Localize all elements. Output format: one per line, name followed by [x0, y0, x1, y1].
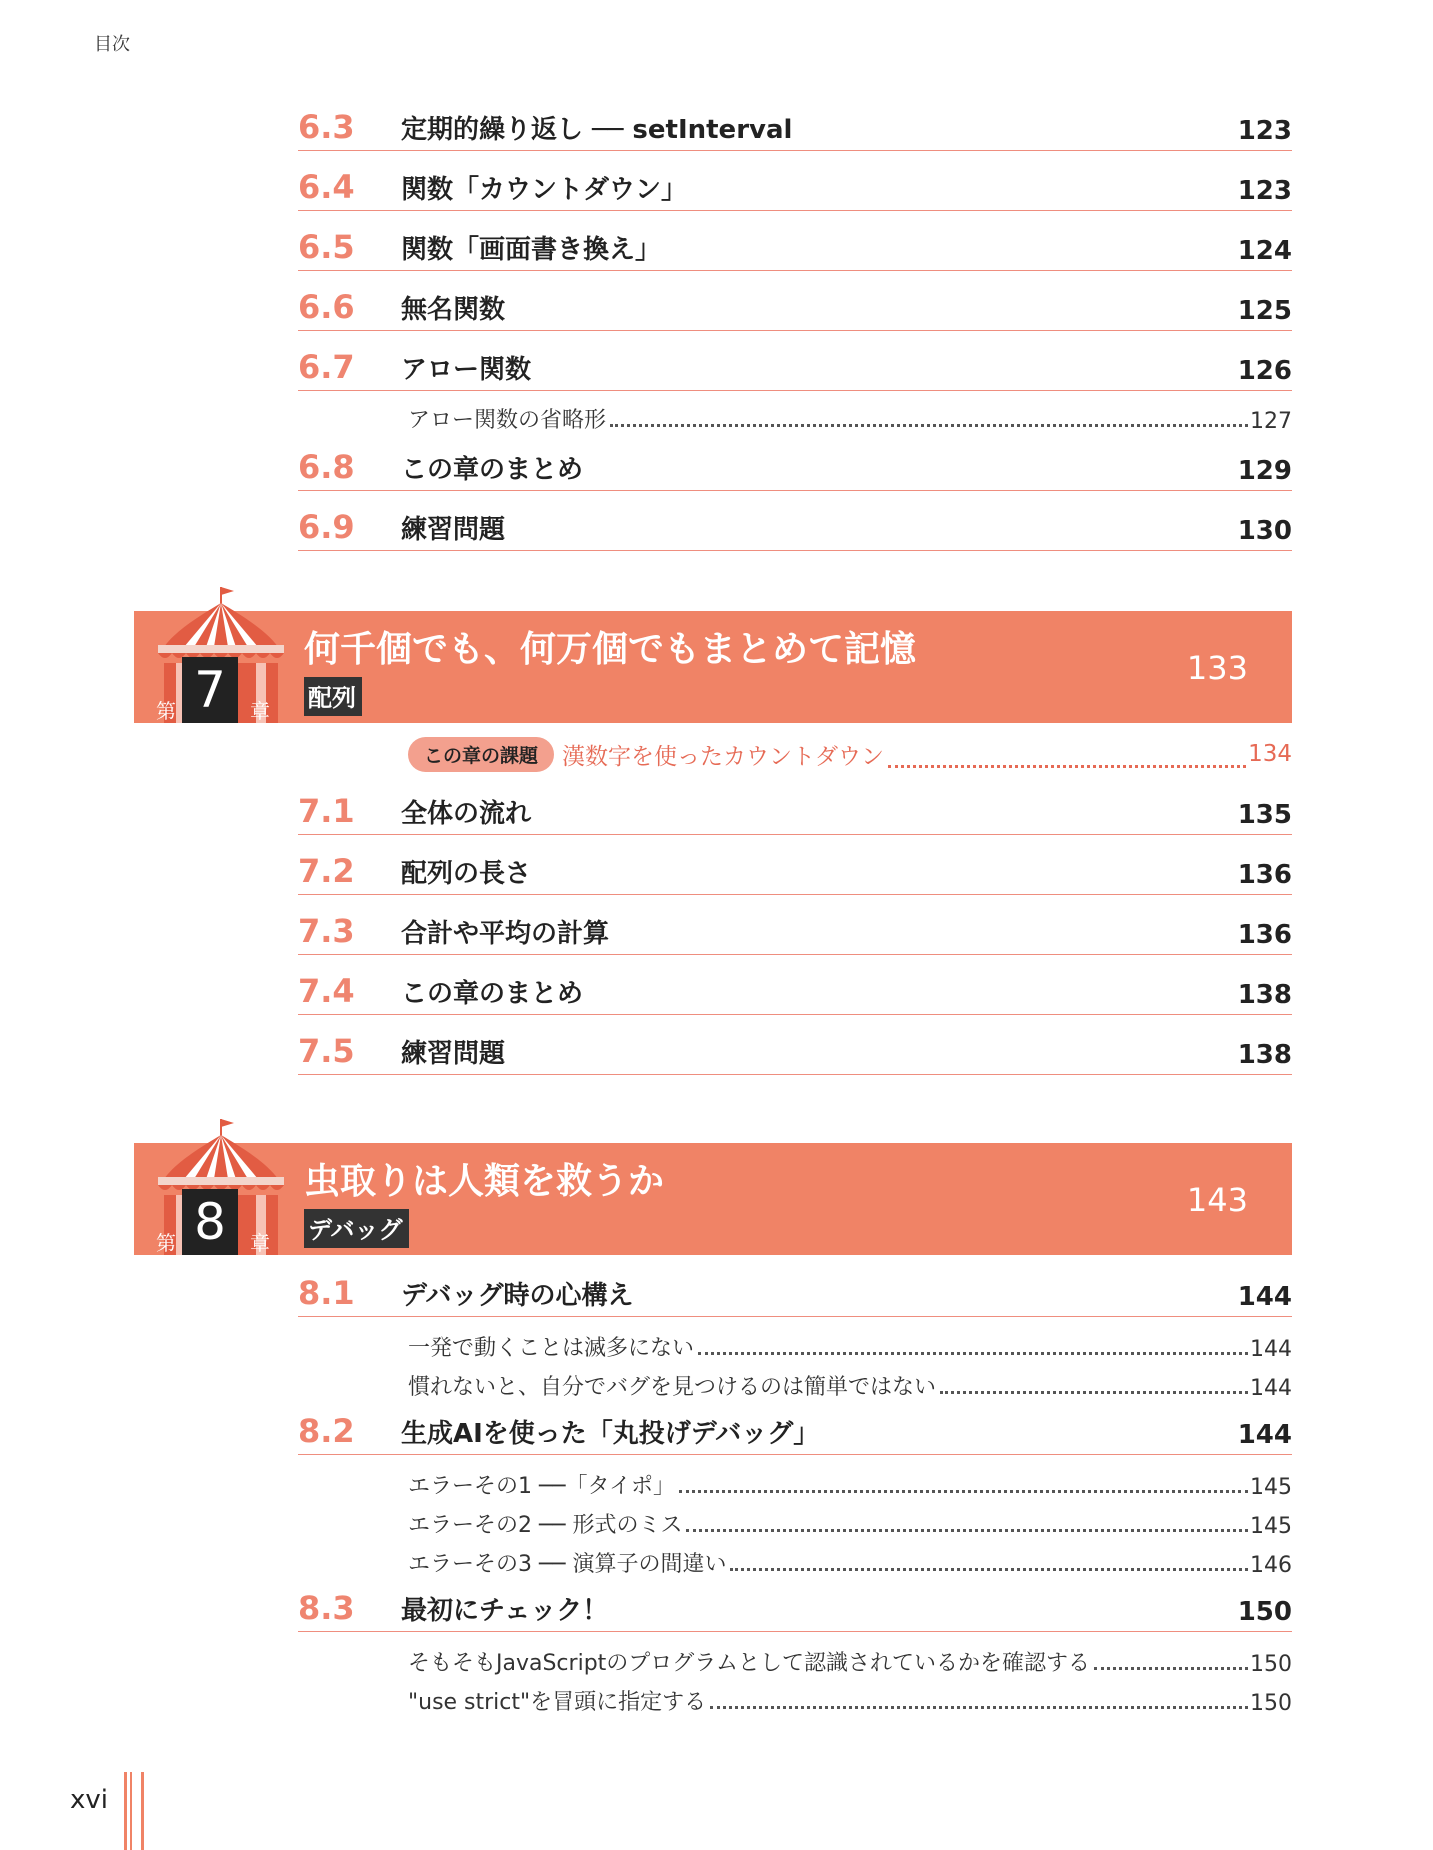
- chapter-suffix: 章: [250, 699, 270, 723]
- section-title: デバッグ時の心構え: [401, 1281, 634, 1311]
- section-title: アロー関数: [401, 355, 532, 385]
- leader-dots: [730, 1568, 1248, 1571]
- section-page: 124: [1237, 236, 1292, 266]
- chapter-prefix: 第: [156, 699, 176, 723]
- leader-dots: [888, 765, 1246, 768]
- section-page: 138: [1237, 980, 1292, 1010]
- leader-dots: [686, 1529, 1248, 1532]
- section-page: 144: [1237, 1282, 1292, 1312]
- toc-subsection[interactable]: [408, 1507, 1292, 1539]
- subsection-title: 一発で動くことは滅多にない: [408, 1336, 695, 1361]
- toc-section-8-3[interactable]: [298, 1577, 1292, 1632]
- section-page: 129: [1237, 456, 1292, 486]
- chapter-banner-7[interactable]: [134, 611, 1292, 723]
- toc-section-6-9[interactable]: [298, 496, 1292, 551]
- subsection-title: エラーその1 ──「タイポ」: [408, 1474, 676, 1499]
- section-number: 6.4: [298, 168, 355, 206]
- section-title: 全体の流れ: [401, 799, 532, 829]
- toc-section-7-5[interactable]: [298, 1020, 1292, 1075]
- chapter-number: 8: [182, 1189, 238, 1255]
- leader-dots: [1094, 1667, 1248, 1670]
- toc-section-7-1[interactable]: [298, 780, 1292, 835]
- toc-section-6-8[interactable]: [298, 436, 1292, 491]
- subsection-page: 127: [1250, 409, 1292, 434]
- toc-section-6-7[interactable]: [298, 336, 1292, 391]
- section-page: 144: [1237, 1420, 1292, 1450]
- subsection-page: 144: [1250, 1337, 1292, 1362]
- section-title: 合計や平均の計算: [401, 919, 610, 949]
- section-number: 8.2: [298, 1412, 355, 1450]
- leader-dots: [940, 1391, 1248, 1394]
- toc-subsection[interactable]: [408, 402, 1292, 434]
- subsection-page: 146: [1250, 1553, 1292, 1578]
- toc-section-6-3[interactable]: [298, 96, 1292, 151]
- section-number: 6.3: [298, 108, 355, 146]
- chapter-number: 7: [182, 657, 238, 723]
- toc-section-6-6[interactable]: [298, 276, 1292, 331]
- section-title: 生成AIを使った「丸投げデバッグ」: [401, 1419, 820, 1449]
- section-page: 136: [1237, 920, 1292, 950]
- subsection-title: エラーその3 ── 演算子の間違い: [408, 1552, 727, 1577]
- chapter-subtitle: 配列: [304, 677, 362, 716]
- section-page: 138: [1237, 1040, 1292, 1070]
- section-page: 130: [1237, 516, 1292, 546]
- task-page: 134: [1248, 741, 1292, 767]
- section-number: 7.4: [298, 972, 355, 1010]
- leader-dots: [679, 1490, 1248, 1493]
- section-page: 125: [1237, 296, 1292, 326]
- chapter-suffix: 章: [250, 1231, 270, 1255]
- section-number: 7.2: [298, 852, 355, 890]
- subsection-title: "use strict"を冒頭に指定する: [408, 1690, 707, 1715]
- chapter-page: 143: [1186, 1181, 1248, 1219]
- toc-section-8-2[interactable]: [298, 1400, 1292, 1455]
- subsection-page: 145: [1250, 1514, 1292, 1539]
- subsection-title: アロー関数の省略形: [408, 408, 607, 433]
- section-page: 126: [1237, 356, 1292, 386]
- section-number: 6.7: [298, 348, 355, 386]
- toc-subsection[interactable]: [408, 1684, 1292, 1716]
- subsection-title: 慣れないと、自分でバグを見つけるのは簡単ではない: [408, 1375, 937, 1400]
- toc-section-7-4[interactable]: [298, 960, 1292, 1015]
- section-number: 7.5: [298, 1032, 355, 1070]
- section-page: 123: [1237, 116, 1292, 146]
- subsection-page: 150: [1250, 1652, 1292, 1677]
- section-title: 関数「カウントダウン」: [401, 175, 688, 205]
- task-badge: この章の課題: [408, 737, 554, 772]
- leader-dots: [698, 1352, 1248, 1355]
- leader-dots: [710, 1706, 1248, 1709]
- toc-section-7-3[interactable]: [298, 900, 1292, 955]
- chapter-title: 虫取りは人類を救うか: [304, 1161, 665, 1202]
- section-title: 関数「画面書き換え」: [401, 235, 662, 265]
- section-title: 定期的繰り返し ── setInterval: [401, 115, 793, 145]
- toc-subsection[interactable]: [408, 1330, 1292, 1362]
- chapter-task[interactable]: [408, 736, 1292, 772]
- subsection-title: エラーその2 ── 形式のミス: [408, 1513, 683, 1538]
- toc-section-6-5[interactable]: [298, 216, 1292, 271]
- task-title: 漢数字を使ったカウントダウン: [562, 743, 885, 770]
- leader-dots: [610, 424, 1248, 427]
- toc-section-6-4[interactable]: [298, 156, 1292, 211]
- section-title: 最初にチェック！: [401, 1596, 609, 1626]
- folio-decoration: [124, 1772, 144, 1850]
- section-title: 配列の長さ: [401, 859, 532, 889]
- page-folio: xvi: [70, 1785, 108, 1815]
- section-number: 6.9: [298, 508, 355, 546]
- section-title: 練習問題: [401, 515, 506, 545]
- toc-section-7-2[interactable]: [298, 840, 1292, 895]
- section-title: この章のまとめ: [401, 979, 584, 1009]
- chapter-page: 133: [1186, 649, 1248, 687]
- section-number: 6.6: [298, 288, 355, 326]
- toc-section-8-1[interactable]: [298, 1262, 1292, 1317]
- subsection-page: 150: [1250, 1691, 1292, 1716]
- chapter-title: 何千個でも、何万個でもまとめて記憶: [304, 629, 917, 670]
- toc-subsection[interactable]: [408, 1645, 1292, 1677]
- section-number: 7.1: [298, 792, 355, 830]
- chapter-banner-8[interactable]: [134, 1143, 1292, 1255]
- section-page: 150: [1237, 1597, 1292, 1627]
- section-page: 123: [1237, 176, 1292, 206]
- toc-subsection[interactable]: [408, 1468, 1292, 1500]
- section-page: 135: [1237, 800, 1292, 830]
- section-title: この章のまとめ: [401, 455, 584, 485]
- chapter-prefix: 第: [156, 1231, 176, 1255]
- section-number: 7.3: [298, 912, 355, 950]
- section-title: 練習問題: [401, 1039, 506, 1069]
- section-page: 136: [1237, 860, 1292, 890]
- section-number: 8.3: [298, 1589, 355, 1627]
- subsection-title: そもそもJavaScriptのプログラムとして認識されているかを確認する: [408, 1651, 1091, 1676]
- section-number: 6.8: [298, 448, 355, 486]
- running-header: 目次: [94, 34, 130, 55]
- toc-subsection[interactable]: [408, 1369, 1292, 1401]
- chapter-subtitle: デバッグ: [304, 1209, 409, 1248]
- section-number: 8.1: [298, 1274, 355, 1312]
- subsection-page: 145: [1250, 1475, 1292, 1500]
- section-number: 6.5: [298, 228, 355, 266]
- toc-subsection[interactable]: [408, 1546, 1292, 1578]
- subsection-page: 144: [1250, 1376, 1292, 1401]
- section-title: 無名関数: [401, 295, 506, 325]
